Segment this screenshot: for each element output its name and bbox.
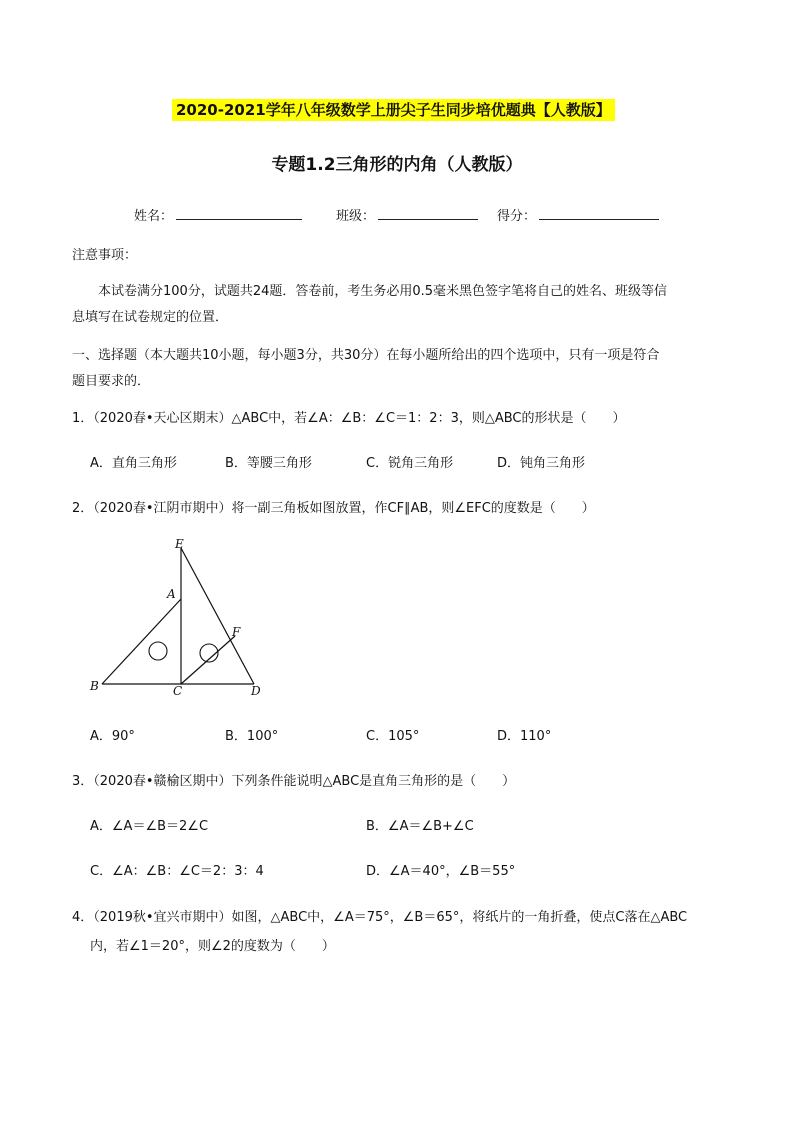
score-label: 得分：: [497, 209, 537, 224]
q1-stem: 1．（2020春•天心区期末）△ABC中，若∠A：∠B：∠C＝1：2：3，则△ABC的形状是（ ）: [72, 411, 626, 426]
q3-option-d[interactable]: D．∠A＝40°，∠B＝55°: [366, 864, 516, 879]
score-field[interactable]: [539, 219, 659, 220]
label-c: C: [173, 684, 183, 698]
q4-stem-line-1: 4．（2019秋•宜兴市期中）如图，△ABC中，∠A＝75°，∠B＝65°，将纸片的一角折叠，使点C落在△ABC: [72, 910, 688, 925]
class-field[interactable]: [378, 219, 478, 220]
q2-option-d[interactable]: D．110°: [497, 729, 552, 744]
q3-option-b[interactable]: B．∠A＝∠B+∠C: [366, 819, 474, 834]
series-banner: 2020-2021学年八年级数学上册尖子生同步培优题典【人教版】: [172, 99, 615, 121]
class-label: 班级：: [336, 209, 376, 224]
label-e: E: [175, 537, 184, 551]
q1-option-d[interactable]: D．钝角三角形: [497, 456, 586, 471]
q2-option-b[interactable]: B．100°: [225, 729, 279, 744]
q3-stem: 3．（2020春•赣榆区期中）下列条件能说明△ABC是直角三角形的是（ ）: [72, 774, 516, 789]
label-d: D: [251, 684, 261, 698]
notice-line-1: 本试卷满分100分，试题共24题．答卷前，考生务必用0.5毫米黑色签字笔将自己的姓名、班级等信: [98, 284, 668, 299]
q3-option-c[interactable]: C．∠A：∠B：∠C＝2：3：4: [90, 864, 264, 879]
q2-option-a[interactable]: A．90°: [90, 729, 135, 744]
q4-stem-line-2: 内，若∠1＝20°，则∠2的度数为（ ）: [90, 939, 335, 954]
line-ba: [102, 599, 181, 684]
line-cf: [181, 636, 235, 684]
label-f: F: [232, 625, 241, 639]
notice-heading: 注意事项：: [72, 248, 138, 263]
line-ed: [181, 548, 254, 684]
q2-triangle-diagram: [80, 530, 280, 700]
label-a: A: [167, 587, 176, 601]
name-label: 姓名：: [134, 209, 174, 224]
section-heading-line-1: 一、选择题（本大题共10小题，每小题3分，共30分）在每小题所给出的四个选项中，只有一项是符合: [72, 348, 660, 363]
q1-option-a[interactable]: A．直角三角形: [90, 456, 177, 471]
label-b: B: [90, 679, 99, 693]
q1-option-c[interactable]: C．锐角三角形: [366, 456, 454, 471]
q3-option-a[interactable]: A．∠A＝∠B＝2∠C: [90, 819, 209, 834]
set-square-hole-1: [149, 642, 167, 660]
q2-stem: 2．（2020春•江阴市期中）将一副三角板如图放置，作CF∥AB，则∠EFC的度数是（ ）: [72, 501, 595, 516]
section-heading-line-2: 题目要求的．: [72, 374, 151, 389]
q2-option-c[interactable]: C．105°: [366, 729, 420, 744]
page-title: 专题1.2三角形的内角（人教版）: [271, 155, 523, 175]
q1-option-b[interactable]: B．等腰三角形: [225, 456, 312, 471]
name-field[interactable]: [176, 219, 302, 220]
notice-line-2: 息填写在试卷规定的位置．: [72, 310, 229, 325]
